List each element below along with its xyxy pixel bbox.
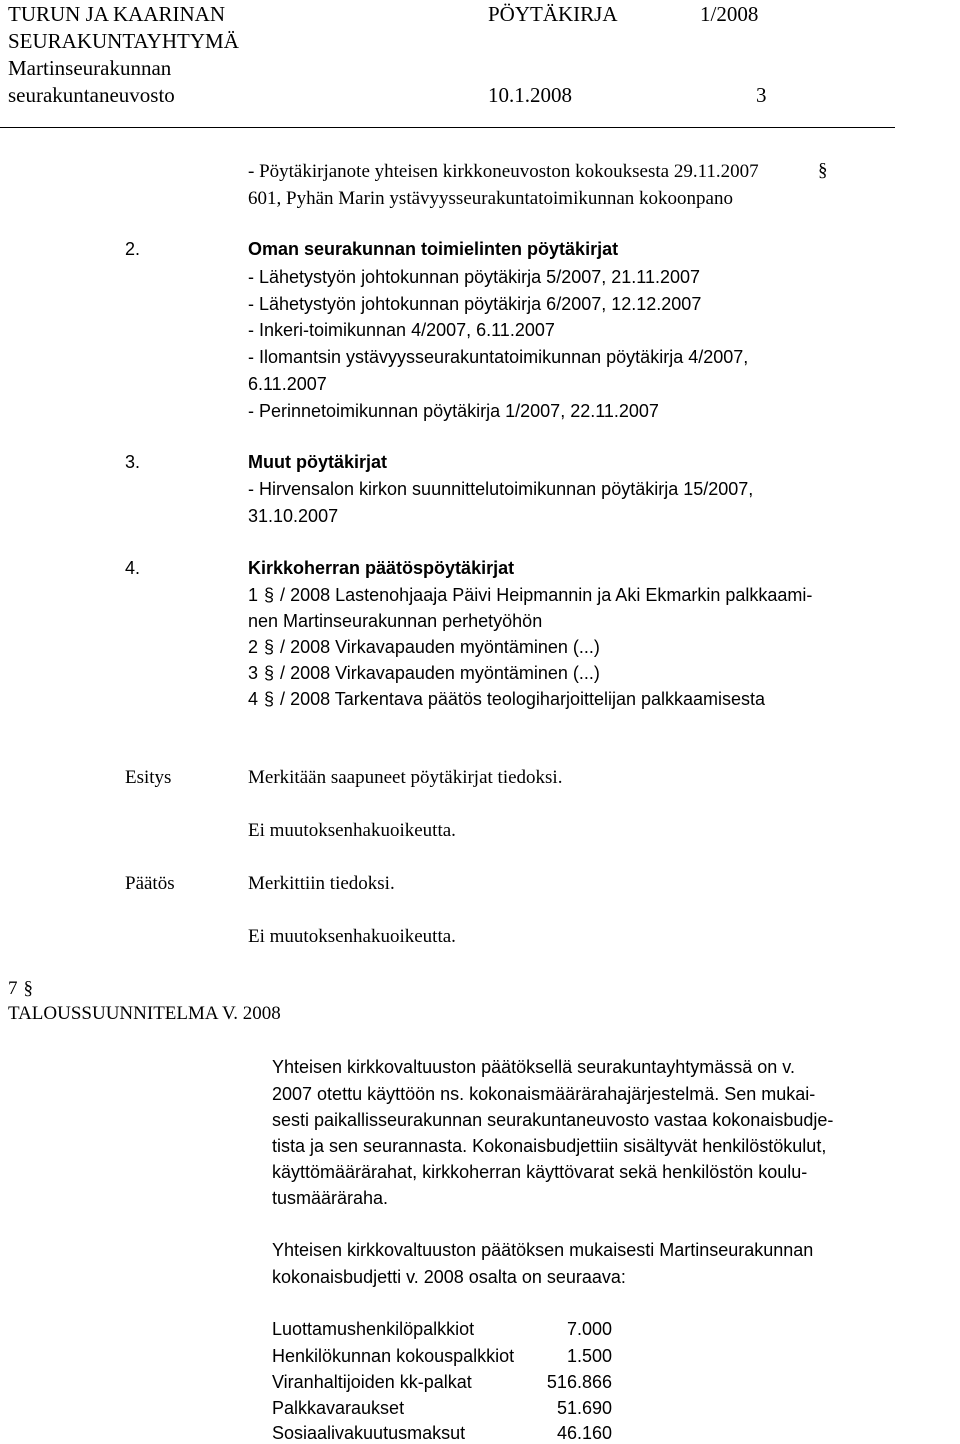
meeting-date: 10.1.2008 [488, 83, 572, 107]
budget-amount: 46.160 [556, 1423, 612, 1443]
page-number: 3 [756, 83, 767, 107]
section3-number: 3. [125, 452, 141, 472]
section-mark-icon: § [264, 637, 275, 657]
budget-label: Henkilökunnan kokouspalkkiot [272, 1346, 515, 1366]
decision-item-1-cont: nen Martinseurakunnan perhetyöhön [248, 611, 543, 631]
section4-title: Kirkkoherran päätöspöytäkirjat [248, 558, 515, 578]
section2-number: 2. [125, 239, 141, 259]
item7-number: 7 § [8, 978, 33, 999]
section-mark-icon: § [818, 160, 828, 181]
decision-note: Ei muutoksenhakuoikeutta. [248, 926, 456, 947]
decision-item-1: 1 § / 2008 Lastenohjaaja Päivi Heipmannin ja Aki Ekmarkin palkkaami- [248, 585, 813, 605]
org-name-line3: Martinseurakunnan [8, 56, 172, 80]
paragraph-line: sesti paikallisseurakunnan seurakuntaneuvosto vastaa kokonaisbudje- [272, 1110, 834, 1130]
intro-line-2: 601, Pyhän Marin ystävyysseurakuntatoimikunnan kokoonpano [248, 188, 733, 209]
paragraph-line: tusmääräraha. [272, 1188, 389, 1208]
proposal-note: Ei muutoksenhakuoikeutta. [248, 820, 456, 841]
budget-label: Sosiaalivakuutusmaksut [272, 1423, 466, 1443]
section2-line: - Inkeri-toimikunnan 4/2007, 6.11.2007 [248, 320, 555, 340]
section2-title: Oman seurakunnan toimielinten pöytäkirjat [248, 239, 619, 259]
section2-line: 6.11.2007 [248, 374, 327, 394]
section2-line: - Perinnetoimikunnan pöytäkirja 1/2007, 22.11.2007 [248, 401, 659, 421]
doc-number: 1/2008 [700, 2, 759, 26]
header-rule [0, 127, 895, 128]
section2-line: - Lähetystyön johtokunnan pöytäkirja 6/2007, 12.12.2007 [248, 294, 702, 314]
budget-label: Viranhaltijoiden kk-palkat [272, 1372, 472, 1392]
section3-title: Muut pöytäkirjat [248, 452, 388, 472]
paragraph-line: Yhteisen kirkkovaltuuston päätöksellä seurakuntayhtymässä on v. [272, 1057, 795, 1077]
budget-label: Luottamushenkilöpalkkiot [272, 1319, 475, 1339]
budget-amount: 7.000 [566, 1319, 612, 1339]
section-mark-icon: § [23, 978, 33, 999]
doc-type: PÖYTÄKIRJA [488, 2, 618, 26]
section4-number: 4. [125, 558, 141, 578]
paragraph-line: 2007 otettu käyttöön ns. kokonaismäärärahajärjestelmä. Sen mukai- [272, 1084, 816, 1104]
proposal-label: Esitys [125, 767, 172, 788]
intro-line-1: - Pöytäkirjanote yhteisen kirkkoneuvoston kokouksesta 29.11.2007 [248, 161, 759, 182]
section-mark-icon: § [264, 663, 275, 683]
decision-item-3: 3 § / 2008 Virkavapauden myöntäminen (...) [248, 663, 600, 683]
section2-line: - Ilomantsin ystävyysseurakuntatoimikunnan pöytäkirja 4/2007, [248, 347, 749, 367]
budget-amount: 51.690 [556, 1398, 612, 1418]
decision-label: Päätös [125, 873, 175, 894]
org-name-line1: TURUN JA KAARINAN [8, 2, 226, 26]
budget-amount: 516.866 [546, 1372, 612, 1392]
section3-line: 31.10.2007 [248, 506, 339, 526]
paragraph-line: kokonaisbudjetti v. 2008 osalta on seuraava: [272, 1267, 626, 1287]
budget-label: Palkkavaraukset [272, 1398, 405, 1418]
section3-line: - Hirvensalon kirkon suunnittelutoimikunnan pöytäkirja 15/2007, [248, 479, 754, 499]
org-name-line2: SEURAKUNTAYHTYMÄ [8, 29, 239, 53]
org-name-line4: seurakuntaneuvosto [8, 83, 175, 107]
decision-item-2: 2 § / 2008 Virkavapauden myöntäminen (...) [248, 637, 600, 657]
item7-title: TALOUSSUUNNITELMA V. 2008 [8, 1003, 281, 1024]
decision-item-4: 4 § / 2008 Tarkentava päätös teologiharjoittelijan palkkaamisesta [248, 689, 766, 709]
section2-line: - Lähetystyön johtokunnan pöytäkirja 5/2007, 21.11.2007 [248, 267, 700, 287]
paragraph-line: käyttömäärärahat, kirkkoherran käyttövarat sekä henkilöstön koulu- [272, 1162, 808, 1182]
budget-amount: 1.500 [566, 1346, 612, 1366]
paragraph-line: tista ja sen seurannasta. Kokonaisbudjettiin sisältyvät henkilöstökulut, [272, 1136, 827, 1156]
section-mark-icon: § [264, 585, 275, 605]
decision-text: Merkittiin tiedoksi. [248, 873, 395, 894]
section-mark-icon: § [264, 689, 275, 709]
paragraph-line: Yhteisen kirkkovaltuuston päätöksen mukaisesti Martinseurakunnan [272, 1240, 814, 1260]
proposal-text: Merkitään saapuneet pöytäkirjat tiedoksi. [248, 767, 563, 788]
